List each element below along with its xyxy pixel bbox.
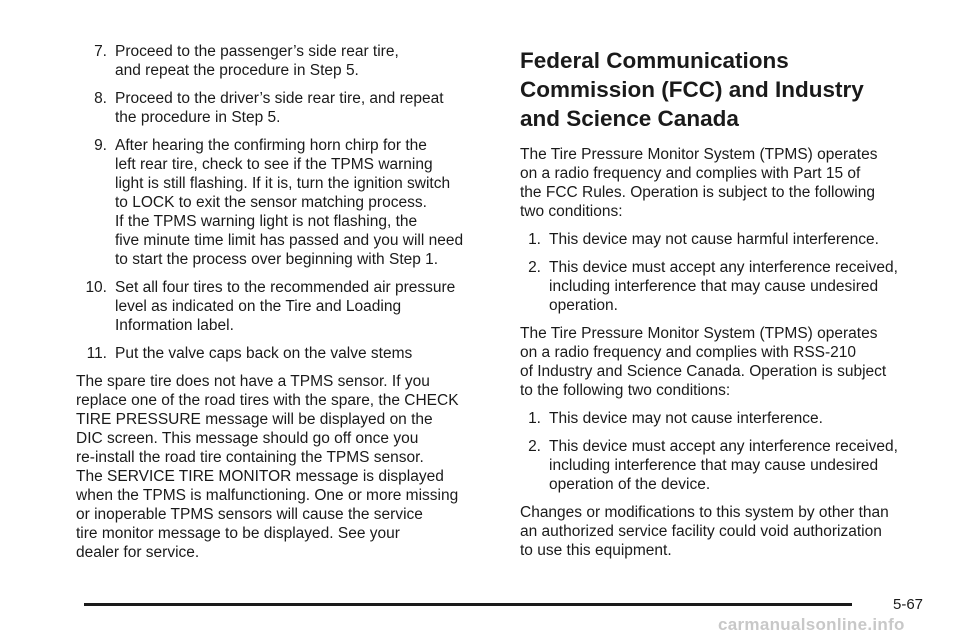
list-number: 1. — [528, 410, 541, 427]
step-number: 10. — [85, 279, 107, 296]
fcc-condition-2 — [520, 258, 920, 315]
step-text: Proceed to the driver’s side rear tire, and repeat the procedure in Step 5. — [115, 90, 444, 126]
step-number: 7. — [94, 43, 107, 60]
fcc-paragraph: The Tire Pressure Monitor System (TPMS) operates on a radio frequency and complies with Part 15 of the FCC Rules. Operation is subject to the following two conditions: — [520, 146, 878, 220]
list-text: This device may not cause harmful interference. — [549, 231, 879, 248]
right-column — [520, 46, 920, 569]
step-number: 8. — [94, 90, 107, 107]
spare-tire-paragraph: The spare tire does not have a TPMS sensor. If you replace one of the road tires with the spare, the CHECK TIRE PRESSURE message will be displayed on the DIC screen. This message should go off once you re-install the road tire containing the TPMS sensor. The SERVICE TIRE MONITOR message is displayed when the TPMS is malfunctioning. One or more missing or inoperable TPMS sensors will cause the service tire monitor message to be displayed. See your dealer for service. — [76, 373, 459, 561]
rss-condition-1 — [520, 409, 920, 428]
list-number: 2. — [528, 438, 541, 455]
step-10 — [76, 278, 496, 335]
step-9 — [76, 136, 496, 269]
footer-rule — [84, 603, 852, 606]
fcc-condition-1 — [520, 230, 920, 249]
step-7 — [76, 42, 496, 80]
step-number: 11. — [86, 345, 107, 362]
rss-paragraph: The Tire Pressure Monitor System (TPMS) operates on a radio frequency and complies with RSS-210 of Industry and Science Canada. Operation is subject to the following two conditions: — [520, 325, 887, 399]
step-number: 9. — [94, 137, 107, 154]
step-text: Put the valve caps back on the valve stems — [115, 345, 413, 362]
list-text: This device must accept any interference received, including interference that may cause undesired operation. — [549, 259, 898, 314]
list-text: This device must accept any interference received, including interference that may cause undesired operation of the device. — [549, 438, 898, 493]
section-heading: Federal Communications Commission (FCC) and Industry and Science Canada — [520, 48, 864, 131]
step-text: Proceed to the passenger’s side rear tire, and repeat the procedure in Step 5. — [115, 43, 399, 79]
step-text: After hearing the confirming horn chirp for the left rear tire, check to see if the TPMS warning light is still flashing. If it is, turn the ignition switch to LOCK to exit the sensor matching process. If the TPMS warning light is not flashing, the five minute time limit has passed and you will need to start the process over beginning with Step 1. — [115, 137, 464, 268]
step-text: Set all four tires to the recommended air pressure level as indicated on the Tire and Loading Information label. — [115, 279, 456, 334]
step-8 — [76, 89, 496, 127]
step-11 — [76, 344, 496, 363]
list-number: 1. — [528, 231, 541, 248]
left-column — [76, 42, 496, 571]
rss-condition-2 — [520, 437, 920, 494]
modifications-paragraph: Changes or modifications to this system by other than an authorized service facility could void authorization to use this equipment. — [520, 504, 889, 559]
list-number: 2. — [528, 259, 541, 276]
watermark: carmanualsonline.info — [718, 615, 905, 634]
page-number: 5-67 — [893, 596, 924, 613]
list-text: This device may not cause interference. — [549, 410, 823, 427]
